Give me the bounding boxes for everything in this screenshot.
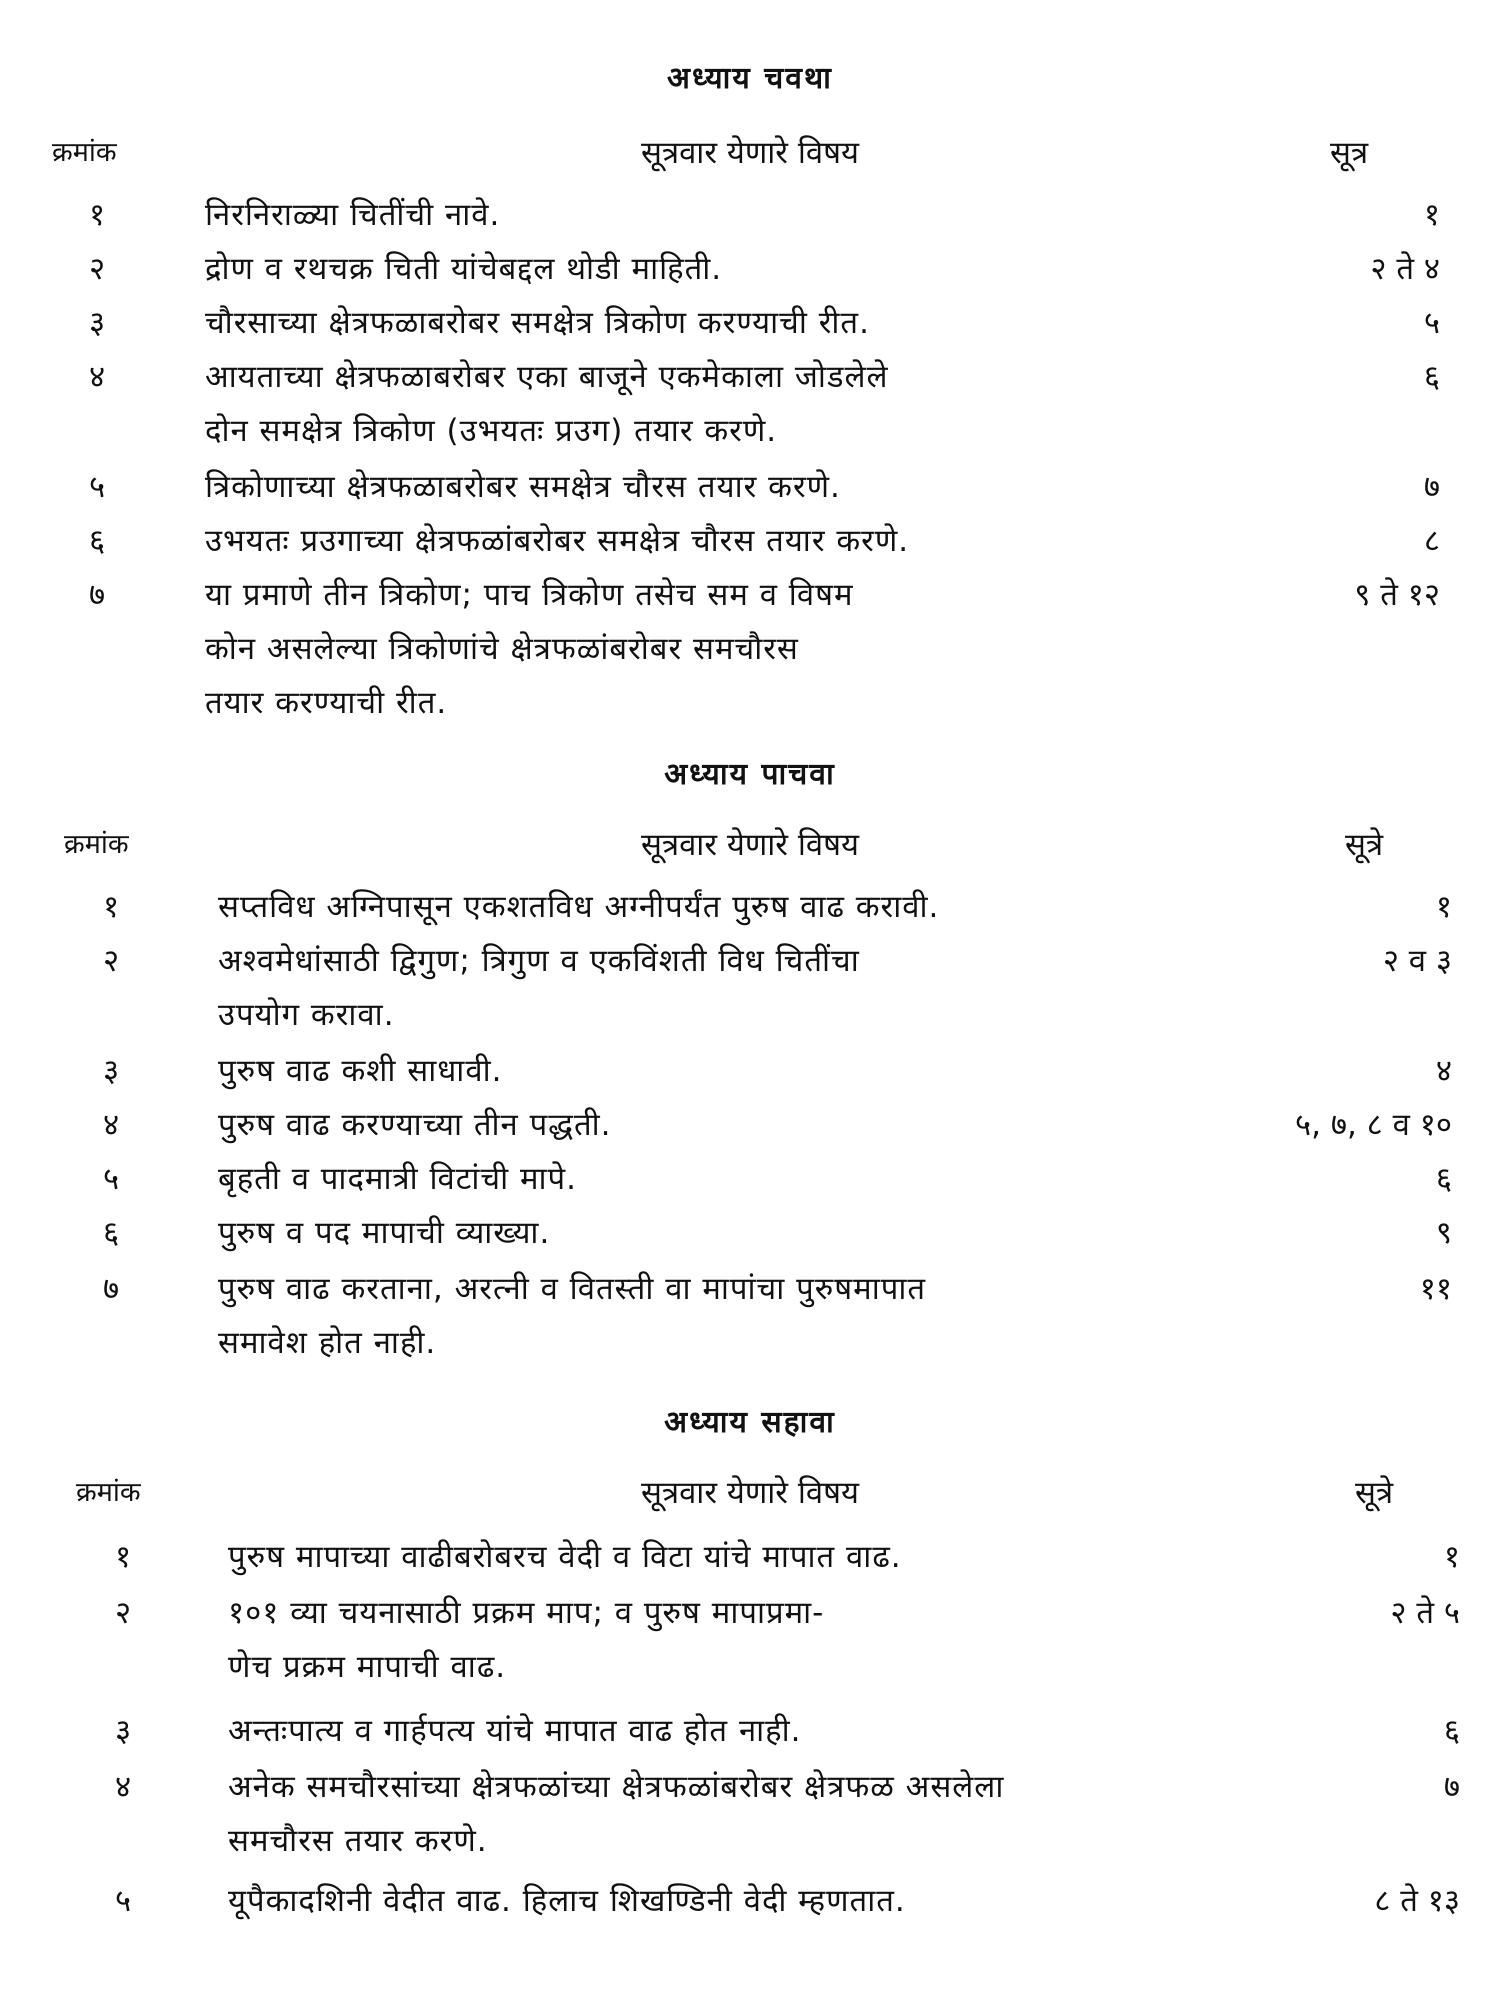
entry-number: २ (114, 1595, 132, 1631)
entry-sutra: ८ ते १३ (1374, 1883, 1460, 1919)
entry-number: ६ (102, 1215, 120, 1251)
entry-sutra: १ (1435, 889, 1452, 925)
entry-topic: चौरसाच्या क्षेत्रफळाबरोबर समक्षेत्र त्रिकोण करण्याची रीत. (205, 305, 870, 341)
entry-sutra: ६ (1435, 1161, 1452, 1197)
entry-topic: अश्वमेधांसाठी द्विगुण; त्रिगुण व एकविंशती विध चितींचा (218, 943, 860, 979)
entry-number: ३ (114, 1713, 132, 1749)
column-header-topic: सूत्रवार येणारे विषय (641, 827, 859, 863)
entry-topic: पुरुष वाढ कशी साधावी. (218, 1053, 503, 1089)
entry-topic: तयार करण्याची रीत. (205, 685, 448, 721)
column-header-sutra: सूत्रे (1355, 1475, 1394, 1511)
entry-topic: आयताच्या क्षेत्रफळाबरोबर एका बाजूने एकमेकाला जोडलेले (205, 359, 889, 395)
entry-topic: उभयतः प्रउगाच्या क्षेत्रफळांबरोबर समक्षेत्र चौरस तयार करणे. (205, 523, 910, 559)
entry-sutra: ७ (1423, 469, 1440, 505)
entry-topic: त्रिकोणाच्या क्षेत्रफळाबरोबर समक्षेत्र चौरस तयार करणे. (205, 469, 841, 505)
entry-topic: पुरुष वाढ करताना, अरत्नी व वितस्ती वा मापांचा पुरुषमापात (218, 1271, 927, 1307)
column-header-sutra: सूत्र (1330, 135, 1369, 171)
entry-topic: समचौरस तयार करणे. (228, 1823, 488, 1859)
entry-sutra: ६ (1423, 359, 1440, 395)
entry-topic: या प्रमाणे तीन त्रिकोण; पाच त्रिकोण तसेच सम व विषम (205, 577, 854, 613)
chapter-title: अध्याय चवथा (667, 61, 833, 96)
entry-number: ६ (88, 523, 106, 559)
entry-sutra: ९ (1435, 1215, 1452, 1251)
entry-topic: णेच प्रक्रम मापाची वाढ. (228, 1649, 507, 1685)
entry-number: ३ (102, 1053, 120, 1089)
chapter-title: अध्याय सहावा (664, 1405, 836, 1440)
entry-topic: कोन असलेल्या त्रिकोणांचे क्षेत्रफळांबरोबर समचौरस (205, 631, 799, 667)
entry-number: ४ (114, 1769, 132, 1805)
entry-number: ५ (88, 469, 106, 505)
entry-topic: पुरुष व पद मापाची व्याख्या. (218, 1215, 551, 1251)
entry-sutra: १ (1443, 1539, 1460, 1575)
entry-number: ५ (102, 1161, 120, 1197)
column-header-sutra: सूत्रे (1345, 827, 1384, 863)
column-header-topic: सूत्रवार येणारे विषय (641, 135, 859, 171)
entry-sutra: ५, ७, ८ व १० (1295, 1107, 1452, 1143)
chapter-title: अध्याय पाचवा (664, 757, 836, 792)
entry-number: १ (88, 197, 106, 233)
entry-number: ७ (102, 1271, 120, 1307)
entry-sutra: ८ (1423, 523, 1440, 559)
entry-number: ४ (88, 359, 106, 395)
entry-sutra: १ (1423, 197, 1440, 233)
entry-number: ५ (114, 1883, 132, 1919)
entry-number: ३ (88, 305, 106, 341)
entry-sutra: ५ (1423, 305, 1440, 341)
entry-number: २ (88, 251, 106, 287)
entry-sutra: २ ते ५ (1390, 1595, 1460, 1631)
entry-topic: सप्तविध अग्निपासून एकशतविध अग्नीपर्यंत पुरुष वाढ करावी. (218, 889, 940, 925)
entry-topic: पुरुष मापाच्या वाढीबरोबरच वेदी व विटा यांचे मापात वाढ. (228, 1539, 902, 1575)
entry-topic: पुरुष वाढ करण्याच्या तीन पद्धती. (218, 1107, 612, 1143)
entry-sutra: ४ (1435, 1053, 1452, 1089)
entry-topic: बृहती व पादमात्री विटांची मापे. (218, 1161, 577, 1197)
entry-topic: अन्तःपात्य व गार्हपत्य यांचे मापात वाढ होत नाही. (228, 1713, 802, 1749)
entry-number: १ (114, 1539, 132, 1575)
entry-sutra: ११ (1419, 1271, 1452, 1307)
entry-topic: १०१ व्या चयनासाठी प्रक्रम माप; व पुरुष मापाप्रमा- (228, 1595, 825, 1631)
entry-topic: दोन समक्षेत्र त्रिकोण (उभयतः प्रउग) तयार करणे. (205, 413, 778, 449)
entry-sutra: ९ ते १२ (1354, 577, 1440, 613)
entry-number: २ (102, 943, 120, 979)
entry-sutra: ७ (1443, 1769, 1460, 1805)
entry-topic: उपयोग करावा. (218, 997, 395, 1033)
entry-topic: निरनिराळ्या चितींची नावे. (205, 197, 501, 233)
column-header-topic: सूत्रवार येणारे विषय (641, 1475, 859, 1511)
entry-number: ७ (88, 577, 106, 613)
entry-sutra: २ ते ४ (1370, 251, 1440, 287)
column-header-number: क्रमांक (52, 137, 117, 168)
entry-topic: समावेश होत नाही. (218, 1325, 437, 1361)
column-header-number: क्रमांक (64, 829, 129, 860)
entry-number: १ (102, 889, 120, 925)
entry-topic: यूपैकादशिनी वेदीत वाढ. हिलाच शिखण्डिनी वेदी म्हणतात. (228, 1883, 906, 1919)
entry-topic: अनेक समचौरसांच्या क्षेत्रफळांच्या क्षेत्रफळांबरोबर क्षेत्रफळ असलेला (228, 1769, 1005, 1805)
entry-sutra: ६ (1443, 1713, 1460, 1749)
column-header-number: क्रमांक (76, 1477, 141, 1508)
entry-topic: द्रोण व रथचक्र चिती यांचेबद्दल थोडी माहिती. (205, 251, 723, 287)
entry-number: ४ (102, 1107, 120, 1143)
entry-sutra: २ व ३ (1382, 943, 1452, 979)
